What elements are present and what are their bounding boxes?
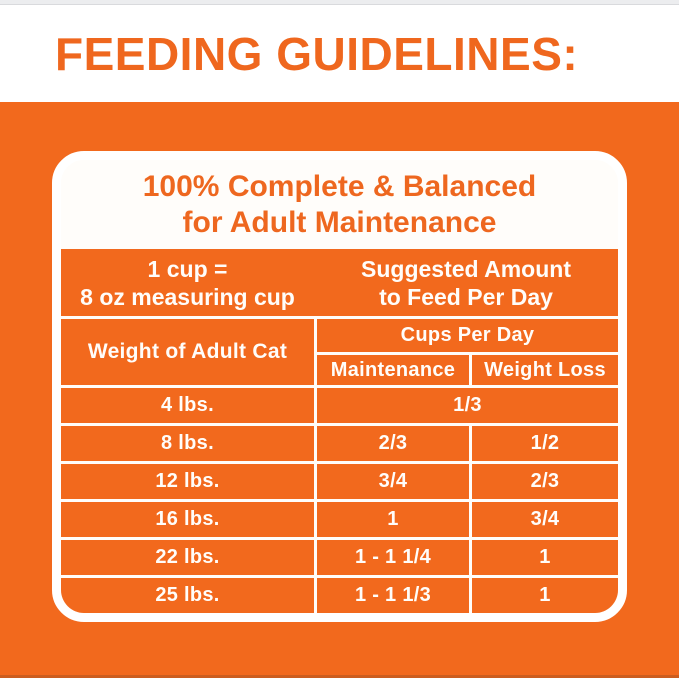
weight-cell: 22 lbs.	[61, 540, 314, 575]
maintenance-column-header: Maintenance	[317, 355, 469, 385]
maintenance-cell: 1 - 1 1/4	[317, 540, 469, 575]
weight-loss-cell: 1/2	[472, 426, 618, 461]
table-row	[61, 464, 618, 499]
card-title-line2: for Adult Maintenance	[182, 205, 497, 239]
weight-loss-column-header: Weight Loss	[472, 355, 618, 385]
table-row	[61, 540, 618, 575]
weight-column-header: Weight of Adult Cat	[61, 319, 314, 385]
table-row	[61, 426, 618, 461]
maintenance-cell: 1 - 1 1/3	[317, 578, 469, 613]
suggested-amount-line2: to Feed Per Day	[379, 283, 553, 310]
maintenance-cell: 2/3	[317, 426, 469, 461]
weight-loss-cell: 2/3	[472, 464, 618, 499]
weight-cell: 4 lbs.	[61, 388, 314, 423]
table-row	[61, 388, 618, 423]
table-row	[61, 502, 618, 537]
cup-measure-note	[61, 249, 314, 316]
card-title	[61, 160, 618, 249]
suggested-amount-note	[314, 249, 618, 316]
weight-loss-cell: 1	[472, 540, 618, 575]
cups-per-day-header: Cups Per Day	[317, 319, 618, 352]
cups-subheader-row	[317, 355, 618, 385]
weight-cell: 8 lbs.	[61, 426, 314, 461]
cup-measure-line1: 1 cup =	[147, 255, 228, 282]
feeding-guidelines-card	[52, 151, 627, 622]
page-title: FEEDING GUIDELINES:	[55, 27, 579, 80]
feeding-table	[61, 316, 618, 613]
table-header-row	[61, 319, 618, 385]
orange-background	[0, 102, 679, 678]
cup-measure-line2: 8 oz measuring cup	[80, 283, 295, 310]
maintenance-cell: 3/4	[317, 464, 469, 499]
suggested-amount-line1: Suggested Amount	[361, 255, 571, 282]
image-bottom-edge	[0, 675, 679, 678]
weight-cell: 16 lbs.	[61, 502, 314, 537]
amount-cell-merged: 1/3	[317, 388, 618, 423]
weight-loss-cell: 3/4	[472, 502, 618, 537]
measuring-info-band	[61, 249, 618, 316]
weight-cell: 12 lbs.	[61, 464, 314, 499]
header-band	[0, 5, 679, 102]
maintenance-cell: 1	[317, 502, 469, 537]
table-row	[61, 578, 618, 613]
cups-header-group	[317, 319, 618, 385]
card-title-line1: 100% Complete & Balanced	[142, 169, 537, 203]
weight-loss-cell: 1	[472, 578, 618, 613]
weight-cell: 25 lbs.	[61, 578, 314, 613]
